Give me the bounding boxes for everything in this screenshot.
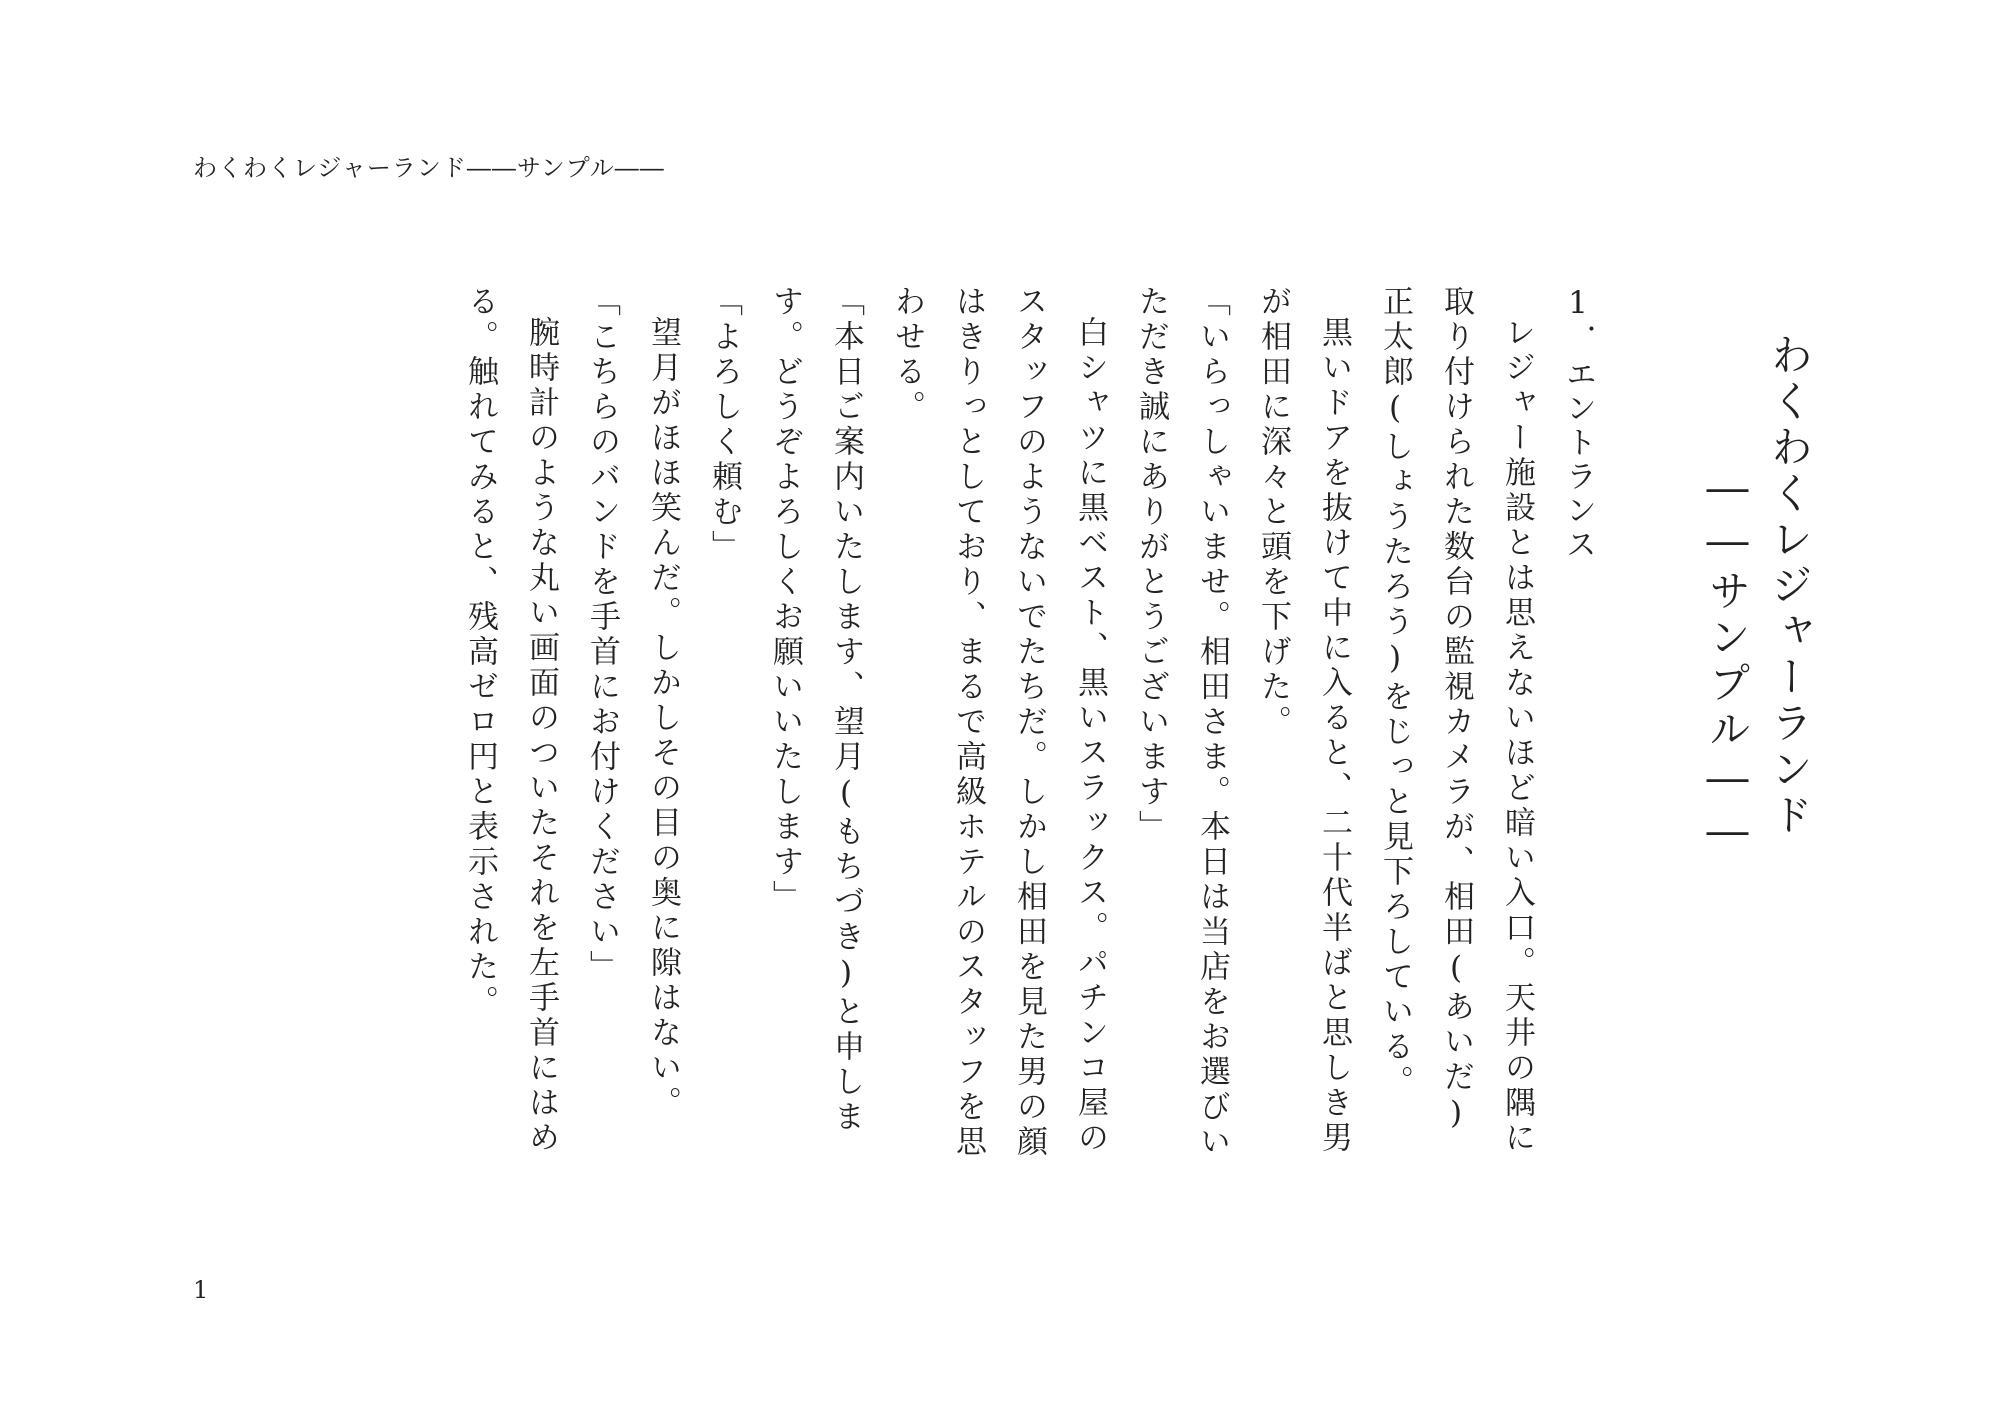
paragraph: 黒いドアを抜けて中に入ると、二十代半ばと思しき男が相田に深々と頭を下げた。 xyxy=(1255,285,1352,1156)
paragraph: 望月がほほ笑んだ。しかしその目の奥に隙はない。 xyxy=(645,316,681,1121)
page-number: 1 xyxy=(193,1276,209,1304)
paragraph: レジャー施設とは思えないほど暗い入口。天井の隅に取り付けられた数台の監視カメラが、相田(あいだ)正太郎(しょうたろう)をじっと見下ろしている。 xyxy=(1377,285,1535,1156)
section-heading: 1．エントランス xyxy=(1560,285,1596,562)
title-subtitle: ――サンプル―― xyxy=(1703,463,1752,859)
title-main: わくわくレジャーランド xyxy=(1765,333,1814,839)
document-title xyxy=(1696,285,1820,1165)
running-header: わくわくレジャーランド――サンプル―― xyxy=(193,154,665,182)
dialogue-line: 「本日ご案内いたします、望月(もちづき)と申します。どうぞよろしくお願いいたします」 xyxy=(767,285,864,1135)
dialogue-line: 「こちらのバンドを手首にお付けください」 xyxy=(584,285,620,985)
dialogue-line: 「よろしく頼む」 xyxy=(706,285,742,565)
paragraph: 白シャツに黒ベスト、黒いスラックス。パチンコ屋のスタッフのようないでたちだ。しかし相田を見た男の顔はきりっとしており、まるで高級ホテルのスタッフを思わせる。 xyxy=(889,285,1108,1160)
dialogue-line: 「いらっしゃいませ。相田さま。本日は当店をお選びいただき誠にありがとうございます」 xyxy=(1133,285,1230,1160)
paragraph: 腕時計のような丸い画面のついたそれを左手首にはめる。触れてみると、残高ゼロ円と表示された。 xyxy=(462,285,559,1156)
document-body xyxy=(230,285,1820,1165)
